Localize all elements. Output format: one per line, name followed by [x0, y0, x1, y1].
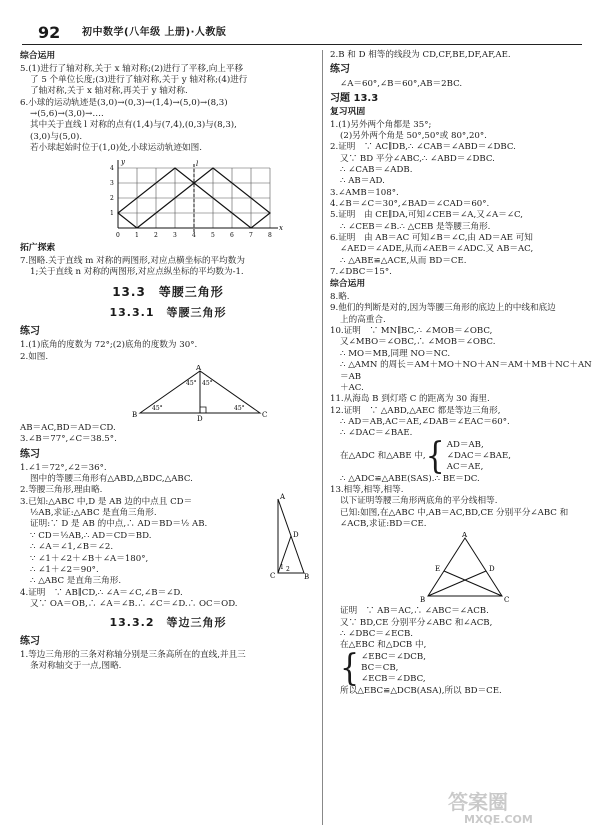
subsection-title-2: 13.3.2 等边三角形: [109, 616, 227, 630]
tri-angle-2: 45°: [202, 379, 213, 387]
watermark-graphic: [444, 785, 594, 825]
q6-line1: 6.小球的运动轨迹是(3,0)→(0,3)→(1,4)→(5,0)→(8,3): [20, 97, 228, 108]
f3-line6: ∵ ∠1＋∠2＋∠B＋∠A＝180°,: [30, 553, 149, 564]
a13-line2: 以下证明等腰三角形两底角的平分线相等.: [340, 496, 498, 507]
r-answer: ∠A＝60°,∠B＝60°,AB＝2BC.: [340, 78, 463, 89]
a6-line3: ∴ △ABE≌△ACE,从而 BD＝CE.: [340, 255, 467, 266]
a12-line2: ∴ AD＝AB,AC＝AE,∠DAB＝∠EAC＝60°.: [340, 416, 510, 427]
a13-cond3: ∠ECB＝∠DBC,: [361, 674, 426, 685]
a12-line3: ∴ ∠DAC＝∠BAE.: [340, 428, 413, 439]
column-divider: [322, 50, 323, 825]
section-title: 13.3 等腰三角形: [112, 284, 224, 299]
a5-line2: ∴ ∠CEB＝∠B.∴ △CEB 是等腰三角形.: [340, 221, 491, 232]
angle-bisector-triangle-figure: [420, 532, 510, 604]
bis-label-e: E: [435, 565, 441, 574]
tri-label-d: D: [197, 414, 203, 421]
y-tick-label: 1: [110, 210, 114, 218]
a5-line1: 5.证明 由 CE∥DA,可知∠CEB＝∠A,又∠A＝∠C,: [330, 210, 524, 221]
x-tick-label: 2: [154, 232, 158, 240]
q6-line2: →(5,6)→(3,0)→….: [30, 108, 104, 119]
tri-label-b: B: [132, 410, 138, 419]
a4: 4.∠B＝∠C＝30°,∠BAD＝∠CAD＝60°.: [330, 199, 490, 210]
left-brace-icon: {: [340, 647, 360, 690]
tri-angle-3: 45°: [152, 404, 163, 412]
f3-line5: ∴ ∠A＝∠1,∠B＝∠2.: [30, 542, 114, 553]
f2: 2.等腰三角形,理由略.: [20, 485, 103, 496]
a13-cond2: BC＝CB,: [361, 663, 399, 674]
rt-angle-1: 1: [280, 563, 284, 571]
y-tick-label: 2: [110, 195, 114, 203]
a1-line1: 1.(1)另外两个角都是 35°;: [330, 119, 432, 130]
exercise-heading-3: 练习: [20, 635, 40, 647]
a13-line3: 已知:如图,在△ABC 中,AB＝AC,BD,CE 分别平分∠ABC 和: [340, 507, 569, 518]
subsection-title-1: 13.3.1 等腰三角形: [109, 306, 227, 320]
r2: 2.B 和 D 相等的线段为 CD,CF,BE,DF,AF,AE.: [330, 50, 511, 60]
a10-line3: ∴ MO＝MB,同理 NO＝NC.: [340, 348, 451, 359]
trajectory-grid-figure: [100, 156, 290, 241]
a12-cond2: ∠DAC＝∠BAE,: [446, 450, 511, 461]
a10-line2: 又∠MBO＝∠OBC,∴ ∠MOB＝∠OBC.: [340, 337, 496, 348]
f1-line2: 图中的等腰三角形有△ABD,△BDC,△ABC.: [30, 474, 193, 485]
tri-angle-4: 45°: [234, 404, 245, 412]
x-tick-label: 6: [230, 232, 234, 240]
q7-line2: 1;关于直线 n 对称的两图形,对应点纵坐标的平均数为-1.: [30, 267, 244, 278]
tri-angle-1: 45°: [186, 379, 197, 387]
e3: 3.∠B＝77°,∠C＝38.5°.: [20, 434, 117, 445]
a2-line2: 又∵ BD 平分∠ABC,∴ ∠ABD＝∠DBC.: [340, 153, 495, 164]
a10-line4: ∴ △AMN 的周长＝AM＋MO＋NO＋AN＝AM＋MB＋NC＋AN＝AB: [340, 360, 592, 382]
book-title: 初中数学(八年级 上册)·人教版: [82, 27, 227, 38]
q7-line1: 7.图略.关于直线 m 对称的两图形,对应点横坐标的平均数为: [20, 255, 245, 266]
isosceles-right-triangle-figure: [130, 365, 270, 421]
rt-label-d: D: [293, 530, 299, 539]
e2: 2.如图.: [20, 351, 49, 362]
a13-proof4: 在△EBC 和△DCB 中,: [340, 640, 427, 651]
x-axis-label: x: [279, 224, 283, 233]
f3-line1: 3.已知:△ABC 中,D 是 AB 边的中点且 CD＝: [20, 496, 193, 507]
a2-line1: 2.证明 ∵ AC∥DB,∴ ∠CAB＝∠ABD＝∠DBC.: [330, 142, 516, 153]
tri-label-c: C: [262, 410, 268, 419]
f1-line1: 1.∠1＝72°,∠2＝36°.: [20, 462, 107, 473]
a12-line5: ∴ △ADC≌△ABE(SAS).∴ BE＝DC.: [340, 473, 480, 484]
a3: 3.∠AMB＝108°.: [330, 187, 399, 198]
tri-label-a: A: [196, 364, 202, 372]
page-header: [12, 6, 588, 42]
heading-zonghe: 综合运用: [20, 51, 56, 61]
a12-in-text: 在△ADC 和△ABE 中,: [340, 450, 426, 461]
page-number: 92: [38, 23, 61, 42]
g1-line2: 条对称轴交于一点,图略.: [30, 661, 122, 672]
problem-set-title: 习题 13.3: [330, 92, 379, 104]
a12-cond1: AD＝AB,: [446, 439, 484, 450]
heading-tuozhan: 拓广探索: [20, 243, 56, 254]
left-brace-icon: {: [425, 434, 445, 477]
q6-line5: 若小球起始时位于(1,0)处,小球运动轨迹如图.: [30, 143, 202, 154]
a13-cond1: ∠EBC＝∠DCB,: [361, 651, 426, 662]
f3-line3: 证明:∵ D 是 AB 的中点,∴ AD＝BD＝½ AB.: [30, 519, 208, 530]
x-tick-label: 8: [268, 232, 272, 240]
a9-line2: 上的高重合.: [340, 314, 386, 325]
a1-line2: (2)另外两个角是 50°,50°或 80°,20°.: [340, 131, 487, 142]
f3-line4: ∵ CD＝½AB,∴ AD＝CD＝BD.: [30, 530, 152, 541]
a7: 7.∠DBC＝15°.: [330, 267, 392, 278]
a2-line4: ∴ AB＝AD.: [340, 176, 385, 187]
y-axis-label: y: [121, 158, 125, 167]
f3-line7: ∴ ∠1＋∠2＝90°.: [30, 564, 99, 575]
a12-brace-group: [330, 434, 592, 477]
a13-last: 所以△EBC≌△DCB(ASA),所以 BD＝CE.: [340, 685, 502, 696]
a13-brace-group: [330, 647, 592, 690]
rt-angle-2: 2: [286, 565, 290, 573]
x-tick-label: 7: [249, 232, 253, 240]
a10-line1: 10.证明 ∵ MN∥BC,∴ ∠MOB＝∠OBC,: [330, 326, 493, 337]
svg-text:答案圈: 答案圈: [448, 789, 508, 814]
heading-fugu: 复习巩固: [330, 107, 366, 118]
q6-line4: (3,0)与(5,0).: [30, 131, 83, 142]
q5-line1: 5.(1)进行了轴对称,关于 x 轴对称;(2)进行了平移,向上平移: [20, 63, 244, 74]
heading-zonghe-r: 综合运用: [330, 279, 366, 290]
a9-line1: 9.他们的判断是对的,因为等腰三角形的底边上的中线和底边: [330, 303, 556, 314]
svg-text:MXQE.COM: MXQE.COM: [464, 812, 533, 825]
x-tick-label: 4: [192, 232, 196, 240]
right-triangle-figure: [270, 493, 310, 579]
e1: 1.(1)底角的度数为 72°;(2)底角的度数为 30°.: [20, 340, 198, 351]
exercise-heading-2: 练习: [20, 448, 40, 460]
a8: 8.略.: [330, 292, 350, 303]
a13-line4: ∠ACB,求证:BD＝CE.: [340, 518, 427, 529]
a10-line5: ＋AC.: [340, 382, 364, 393]
x-tick-label: 3: [173, 232, 177, 240]
rt-label-b: B: [304, 572, 310, 579]
a13-proof1: 证明 ∵ AB＝AC,∴ ∠ABC＝∠ACB.: [340, 606, 489, 617]
a13-line1: 13.相等,相等,相等.: [330, 484, 404, 495]
x-tick-label: 5: [211, 232, 215, 240]
x-tick-label: 0: [116, 232, 120, 240]
a12-line1: 12.证明 ∵ △ABD,△AEC 都是等边三角形,: [330, 405, 501, 416]
q5-line2: 了 5 个单位长度;(3)进行了轴对称,关于 y 轴对称;(4)进行: [30, 74, 248, 85]
a2-line3: ∴ ∠CAB＝∠ADB.: [340, 165, 413, 176]
exercise-heading-r: 练习: [330, 64, 350, 76]
f4-line1: 4.证明 ∵ AB∥CD,∴ ∠A＝∠C,∠B＝∠D.: [20, 587, 183, 598]
a6-line1: 6.证明 由 AB＝AC 可知∠B＝∠C,由 AD＝AE 可知: [330, 233, 533, 244]
f4-line2: 又∵ OA＝OB,∴ ∠A＝∠B.∴ ∠C＝∠D.∴ OC＝OD.: [30, 598, 238, 609]
q5-line3: 了轴对称,关于 x 轴对称,再关于 y 轴对称.: [30, 86, 188, 97]
right-column: [330, 50, 592, 697]
a13-proof2: 又∵ BD,CE 分别平分∠ABC 和∠ACB,: [340, 617, 493, 628]
y-tick-label: 3: [110, 180, 114, 188]
a12-cond3: AC＝AE,: [446, 462, 484, 473]
watermark-logo: [444, 785, 594, 829]
a13-proof3: ∴ ∠DBC＝∠ECB.: [340, 629, 414, 639]
rt-label-c: C: [270, 571, 276, 579]
bis-label-c: C: [504, 596, 510, 605]
header-rule: [22, 44, 582, 45]
rt-label-a: A: [280, 492, 286, 501]
x-tick-label: 1: [135, 232, 139, 240]
left-column: [20, 50, 316, 673]
g1-line1: 1.等边三角形的三条对称轴分别是三条高所在的直线,并且三: [20, 649, 246, 660]
a6-line2: ∠AED＝∠ADE,从而∠AEB＝∠ADC.又 AB＝AC,: [340, 244, 534, 255]
bis-label-b: B: [420, 596, 426, 605]
y-tick-label: 4: [110, 165, 114, 173]
bis-label-d: D: [489, 565, 495, 574]
line-l-label: l: [196, 160, 199, 169]
exercise-heading-1: 练习: [20, 326, 40, 337]
e2-answer: AB＝AC,BD＝AD＝CD.: [20, 422, 116, 433]
q6-line3: 其中关于直线 l 对称的点有(1,4)与(7,4),(0,3)与(8,3),: [30, 120, 237, 131]
f3-line8: ∴ △ABC 是直角三角形.: [30, 576, 122, 587]
a11: 11.从海岛 B 到灯塔 C 的距离为 30 海里.: [330, 394, 490, 405]
bis-label-a: A: [462, 532, 468, 540]
f3-line2: ½AB,求证:△ABC 是直角三角形.: [30, 508, 157, 519]
